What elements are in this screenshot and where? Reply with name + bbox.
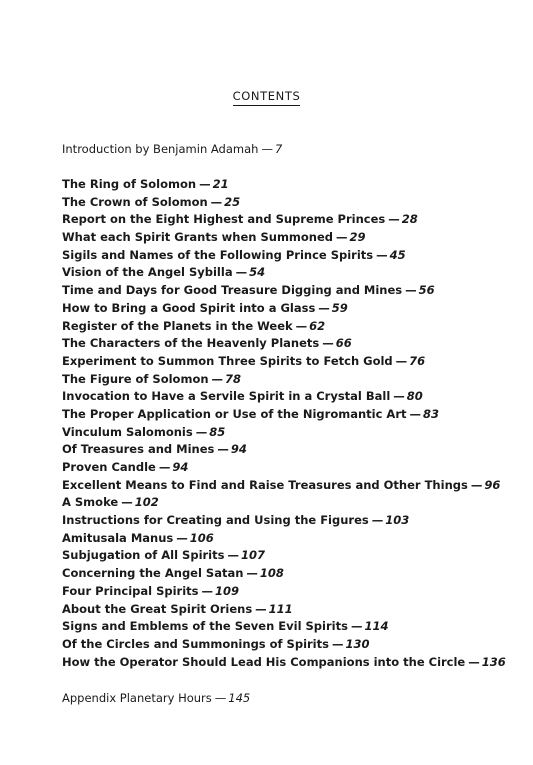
entry-title: How to Bring a Good Spirit into a Glass	[62, 300, 316, 315]
entry-separator: —	[322, 336, 334, 351]
toc-entry	[62, 548, 506, 566]
toc-entry	[62, 195, 506, 213]
entry-page-number: 80	[406, 389, 423, 404]
entry-title: Vinculum Salomonis	[62, 424, 193, 439]
entry-separator: —	[217, 442, 229, 457]
toc-entry	[62, 212, 506, 230]
entry-separator: —	[211, 371, 224, 386]
entry-separator: —	[376, 247, 388, 262]
toc-entry	[62, 566, 506, 584]
entry-page-number: 54	[249, 265, 266, 280]
entry-page-number: 114	[364, 619, 389, 634]
entry-title: How the Operator Should Lead His Companions into the Circle	[62, 654, 466, 669]
toc-entry	[62, 637, 506, 655]
entry-title: The Ring of Solomon	[62, 177, 197, 191]
entry-page-number: 102	[134, 495, 159, 510]
entry-title: Instructions for Creating and Using the Figures	[62, 513, 369, 528]
entry-title: Register of the Planets in the Week	[62, 318, 293, 333]
contents-heading-text: CONTENTS	[233, 89, 301, 106]
entry-page-number: 145	[228, 691, 251, 705]
entry-separator: —	[331, 636, 344, 651]
entry-title: Introduction by Benjamin Adamah	[62, 142, 259, 156]
entry-title: Report on the Eight Highest and Supreme Princes	[62, 212, 386, 227]
entry-page-number: 94	[172, 460, 189, 474]
toc-entry	[62, 495, 506, 513]
toc-entry	[62, 248, 506, 266]
entry-title: The Proper Application or Use of the Nigromantic Art	[62, 406, 407, 421]
entry-separator: —	[336, 230, 348, 245]
entry-separator: —	[255, 601, 267, 616]
toc-entry	[62, 372, 506, 390]
entry-separator: —	[195, 424, 208, 439]
entry-separator: —	[405, 283, 417, 298]
entry-title: Signs and Emblems of the Seven Evil Spirits	[62, 619, 348, 634]
entry-separator: —	[235, 265, 248, 280]
entry-title: A Smoke	[62, 495, 119, 510]
toc-entry	[62, 230, 506, 248]
entry-title: Proven Candle	[62, 460, 156, 474]
entry-title: Amitusala Manus	[62, 530, 174, 545]
entry-title: Appendix Planetary Hours	[62, 691, 212, 705]
toc-entry	[62, 584, 506, 602]
entry-title: What each Spirit Grants when Summoned	[62, 230, 334, 245]
entry-page-number: 78	[225, 371, 242, 386]
entry-title: Of Treasures and Mines	[62, 442, 215, 457]
entry-page-number: 29	[349, 230, 366, 245]
toc-entry	[62, 336, 506, 354]
entry-page-number: 85	[209, 424, 226, 439]
entry-separator: —	[388, 212, 400, 227]
entry-separator: —	[395, 353, 408, 368]
entry-page-number: 28	[401, 212, 418, 227]
entry-page-number: 59	[331, 300, 348, 315]
entry-separator: —	[210, 194, 223, 209]
entry-page-number: 94	[230, 442, 247, 457]
toc-entry-list	[62, 177, 506, 672]
entry-separator: —	[176, 530, 188, 545]
toc-entry	[62, 460, 506, 478]
entry-page-number: 136	[481, 654, 506, 669]
entry-page-number: 21	[212, 177, 229, 191]
toc-entry	[62, 389, 506, 407]
entry-title: Subjugation of All Spirits	[62, 548, 225, 563]
entry-separator: —	[468, 654, 480, 669]
entry-page-number: 83	[422, 406, 439, 421]
toc-entry	[62, 442, 506, 460]
entry-page-number: 76	[409, 353, 426, 368]
entry-page-number: 25	[224, 194, 241, 209]
entry-separator: —	[199, 177, 211, 191]
entry-separator: —	[318, 300, 330, 315]
entry-title: The Figure of Solomon	[62, 371, 209, 386]
entry-page-number: 130	[345, 636, 370, 651]
entry-title: Vision of the Angel Sybilla	[62, 265, 233, 280]
toc-entry	[62, 513, 506, 531]
toc-entry	[62, 407, 506, 425]
entry-page-number: 106	[189, 530, 214, 545]
toc-entry-appendix	[62, 691, 250, 705]
entry-page-number: 7	[274, 142, 283, 156]
entry-separator: —	[295, 318, 308, 333]
entry-separator: —	[371, 513, 384, 528]
entry-page-number: 56	[418, 283, 435, 298]
entry-title: Of the Circles and Summonings of Spirits	[62, 636, 329, 651]
entry-title: Excellent Means to Find and Raise Treasures and Other Things	[62, 477, 468, 492]
toc-entry-introduction	[62, 142, 282, 156]
entry-title: Concerning the Angel Satan	[62, 566, 244, 581]
entry-separator: —	[393, 389, 405, 404]
entry-separator: —	[261, 142, 273, 156]
entry-page-number: 45	[389, 247, 406, 262]
entry-title: Experiment to Summon Three Spirits to Fetch Gold	[62, 353, 393, 368]
entry-separator: —	[227, 548, 239, 563]
toc-entry	[62, 319, 506, 337]
toc-entry	[62, 265, 506, 283]
toc-entry	[62, 478, 506, 496]
toc-entry	[62, 531, 506, 549]
entry-page-number: 62	[309, 318, 326, 333]
entry-title: Invocation to Have a Servile Spirit in a Crystal Ball	[62, 389, 391, 404]
entry-page-number: 103	[385, 513, 410, 528]
entry-separator: —	[246, 566, 258, 581]
toc-entry	[62, 655, 506, 673]
entry-page-number: 96	[484, 477, 501, 492]
entry-page-number: 109	[215, 583, 240, 598]
entry-title: Sigils and Names of the Following Prince Spirits	[62, 247, 374, 262]
entry-separator: —	[470, 477, 483, 492]
toc-entry	[62, 602, 506, 620]
toc-entry	[62, 425, 506, 443]
entry-title: Time and Days for Good Treasure Digging and Mines	[62, 283, 403, 298]
entry-separator: —	[201, 583, 213, 598]
entry-title: Four Principal Spirits	[62, 583, 199, 598]
contents-heading	[0, 89, 533, 103]
entry-separator: —	[158, 460, 171, 474]
entry-page-number: 111	[268, 601, 293, 616]
toc-entry	[62, 619, 506, 637]
entry-separator: —	[350, 619, 363, 634]
entry-page-number: 107	[240, 548, 265, 563]
entry-separator: —	[121, 495, 133, 510]
entry-separator: —	[214, 691, 227, 705]
entry-page-number: 108	[259, 566, 284, 581]
toc-entry	[62, 301, 506, 319]
toc-entry	[62, 283, 506, 301]
entry-separator: —	[409, 406, 421, 421]
entry-title: About the Great Spirit Oriens	[62, 601, 253, 616]
toc-entry	[62, 354, 506, 372]
entry-title: The Crown of Solomon	[62, 194, 208, 209]
entry-page-number: 66	[335, 336, 352, 351]
toc-entry	[62, 177, 506, 195]
entry-title: The Characters of the Heavenly Planets	[62, 336, 320, 351]
